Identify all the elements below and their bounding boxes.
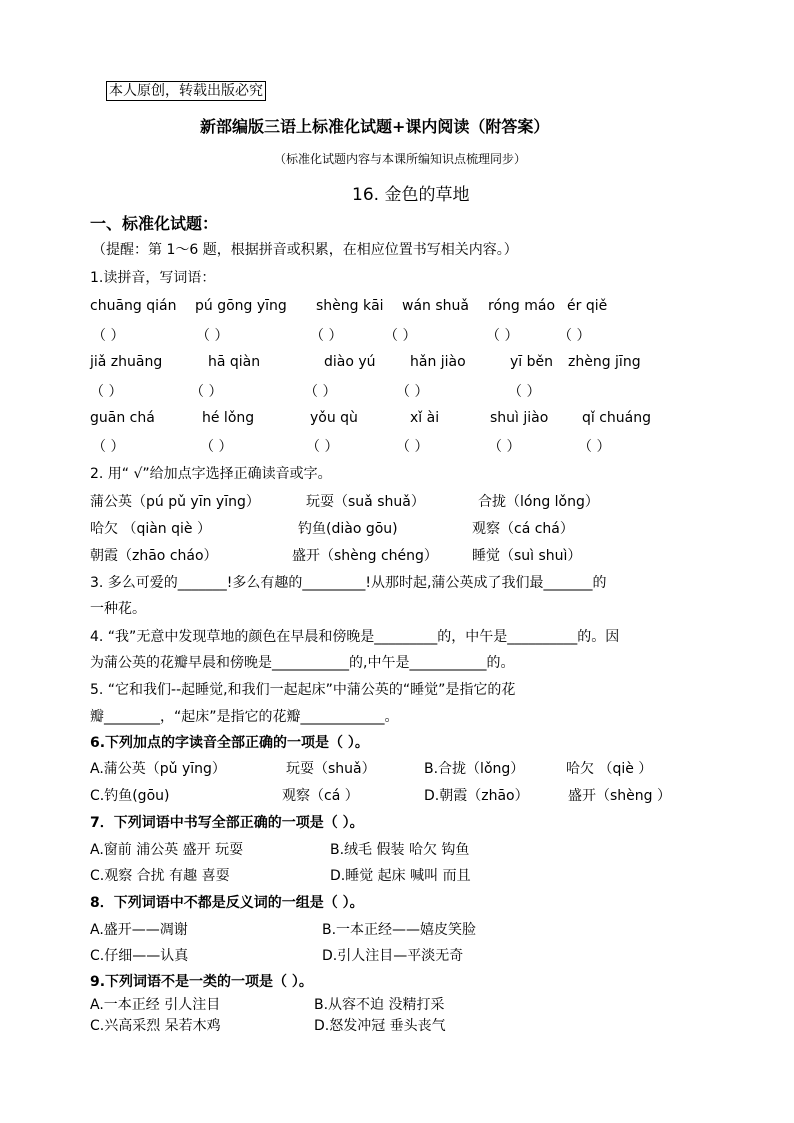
q2-option[interactable]: 朝霞（zhāo cháo） xyxy=(90,548,218,564)
pinyin: hé lǒng xyxy=(202,410,255,426)
q6-option-a2: 玩耍（shuǎ） xyxy=(286,761,376,777)
pinyin: róng máo xyxy=(488,298,556,314)
answer-blank[interactable]: （ ） xyxy=(200,439,233,455)
pinyin: ér qiě xyxy=(567,298,608,314)
q4-text: 为蒲公英的花瓣早晨和傍晚是___________的,中午是___________的。 xyxy=(90,655,515,671)
pinyin: hǎn jiào xyxy=(410,354,466,370)
q3-text: 3. 多么可爱的_______!多么有趣的_________!从那时起,蒲公英成了我们最_______的 xyxy=(90,575,607,591)
pinyin: chuāng qián xyxy=(90,298,177,314)
lesson-title: 16. 金色的草地 xyxy=(352,185,470,205)
copyright-stamp: 本人原创，转载出版必究 xyxy=(106,81,266,101)
answer-blank[interactable]: （ ） xyxy=(486,328,519,344)
answer-blank[interactable]: （ ） xyxy=(92,328,125,344)
q4-text: 4. “我”无意中发现草地的颜色在早晨和傍晚是_________的，中午是__________的。因 xyxy=(90,629,620,645)
q2-option[interactable]: 蒲公英（pú pǔ yīn yīng） xyxy=(90,494,260,510)
answer-blank[interactable]: （ ） xyxy=(306,439,339,455)
q5-text: 瓣________，“起床”是指它的花瓣____________。 xyxy=(90,709,399,725)
answer-blank[interactable]: （ ） xyxy=(396,439,429,455)
q5-text: 5. “它和我们--起睡觉,和我们一起起床”中蒲公英的“睡觉”是指它的花 xyxy=(90,682,516,698)
q2-option[interactable]: 盛开（shèng chéng） xyxy=(292,548,438,564)
q8-option-d[interactable]: D.引人注目—平淡无奇 xyxy=(322,948,464,964)
pinyin: yǒu qù xyxy=(310,410,358,426)
pinyin: guān chá xyxy=(90,410,155,426)
q1-label: 1.读拼音，写词语： xyxy=(90,270,216,286)
q6-label: 6.下列加点的字读音全部正确的一项是（ ）。 xyxy=(90,735,369,751)
pinyin: wán shuǎ xyxy=(402,298,469,314)
q9-option-a[interactable]: A.一本正经 引人注目 xyxy=(90,997,221,1013)
pinyin: xǐ ài xyxy=(410,410,440,426)
answer-blank[interactable]: （ ） xyxy=(92,439,125,455)
q2-option[interactable]: 观察（cá chá） xyxy=(472,521,574,537)
reminder-text: （提醒：第 1～6 题，根据拼音或积累，在相应位置书写相关内容。） xyxy=(92,242,518,258)
q6-option-b[interactable]: B.合拢（lǒng） xyxy=(424,761,525,777)
q9-option-c[interactable]: C.兴高采烈 呆若木鸡 xyxy=(90,1018,221,1034)
q7-option-d[interactable]: D.睡觉 起床 喊叫 而且 xyxy=(330,868,471,884)
page-subtitle: （标准化试题内容与本课所编知识点梳理同步） xyxy=(274,152,527,166)
q9-option-b[interactable]: B.从容不迫 没精打采 xyxy=(314,997,445,1013)
q2-option[interactable]: 合拢（lóng lǒng） xyxy=(478,494,599,510)
answer-blank[interactable]: （ ） xyxy=(304,384,337,400)
q6-option-b2: 哈欠 （qiè ） xyxy=(566,761,653,777)
q2-label: 2. 用“ √”给加点字选择正确读音或字。 xyxy=(90,466,332,482)
q9-label: 9.下列词语不是一类的一项是（ ）。 xyxy=(90,974,313,990)
pinyin: yī běn xyxy=(510,354,553,370)
section-heading: 一、标准化试题： xyxy=(90,214,219,233)
page-title: 新部编版三语上标准化试题+课内阅读（附答案） xyxy=(200,117,550,136)
q7-option-b[interactable]: B.绒毛 假装 哈欠 钩鱼 xyxy=(330,842,470,858)
q6-option-d2: 盛开（shèng ） xyxy=(568,788,671,804)
answer-blank[interactable]: （ ） xyxy=(508,384,541,400)
q8-option-a[interactable]: A.盛开——凋谢 xyxy=(90,922,188,938)
answer-blank[interactable]: （ ） xyxy=(310,328,343,344)
pinyin: hā qiàn xyxy=(208,354,261,370)
q2-option[interactable]: 哈欠 （qiàn qiè ） xyxy=(90,521,211,537)
q2-option[interactable]: 钓鱼(diào gōu) xyxy=(298,521,398,537)
q2-option[interactable]: 睡觉（suì shuì） xyxy=(472,548,582,564)
q6-option-a[interactable]: A.蒲公英（pǔ yīng） xyxy=(90,761,226,777)
q8-option-b[interactable]: B.一本正经——嬉皮笑脸 xyxy=(322,922,477,938)
q9-option-d[interactable]: D.怒发冲冠 垂头丧气 xyxy=(314,1018,446,1034)
answer-blank[interactable]: （ ） xyxy=(90,384,123,400)
q8-label: 8．下列词语中不都是反义词的一组是（ ）。 xyxy=(90,895,364,911)
pinyin: diào yú xyxy=(324,354,376,370)
answer-blank[interactable]: （ ） xyxy=(488,439,521,455)
pinyin: shèng kāi xyxy=(316,298,384,314)
q7-option-a[interactable]: A.窗前 浦公英 盛开 玩耍 xyxy=(90,842,244,858)
q3-text: 一种花。 xyxy=(90,601,146,617)
answer-blank[interactable]: （ ） xyxy=(190,384,223,400)
answer-blank[interactable]: （ ） xyxy=(558,328,591,344)
answer-blank[interactable]: （ ） xyxy=(578,439,611,455)
q6-option-c[interactable]: C.钓鱼(gōu) xyxy=(90,788,170,804)
pinyin: qǐ chuáng xyxy=(582,410,652,426)
answer-blank[interactable]: （ ） xyxy=(196,328,229,344)
pinyin: pú gōng yīng xyxy=(195,298,287,314)
answer-blank[interactable]: （ ） xyxy=(384,328,417,344)
q7-label: 7．下列词语中书写全部正确的一项是（ ）。 xyxy=(90,815,364,831)
answer-blank[interactable]: （ ） xyxy=(396,384,429,400)
q6-option-d[interactable]: D.朝霞（zhāo） xyxy=(424,788,529,804)
q8-option-c[interactable]: C.仔细——认真 xyxy=(90,948,189,964)
pinyin: jiǎ zhuāng xyxy=(90,354,163,370)
pinyin: shuì jiào xyxy=(490,410,549,426)
pinyin: zhèng jīng xyxy=(568,354,641,370)
q2-option[interactable]: 玩耍（suǎ shuǎ） xyxy=(306,494,425,510)
q7-option-c[interactable]: C.观察 合扰 有趣 喜耍 xyxy=(90,868,230,884)
q6-option-c2: 观察（cá ） xyxy=(282,788,359,804)
